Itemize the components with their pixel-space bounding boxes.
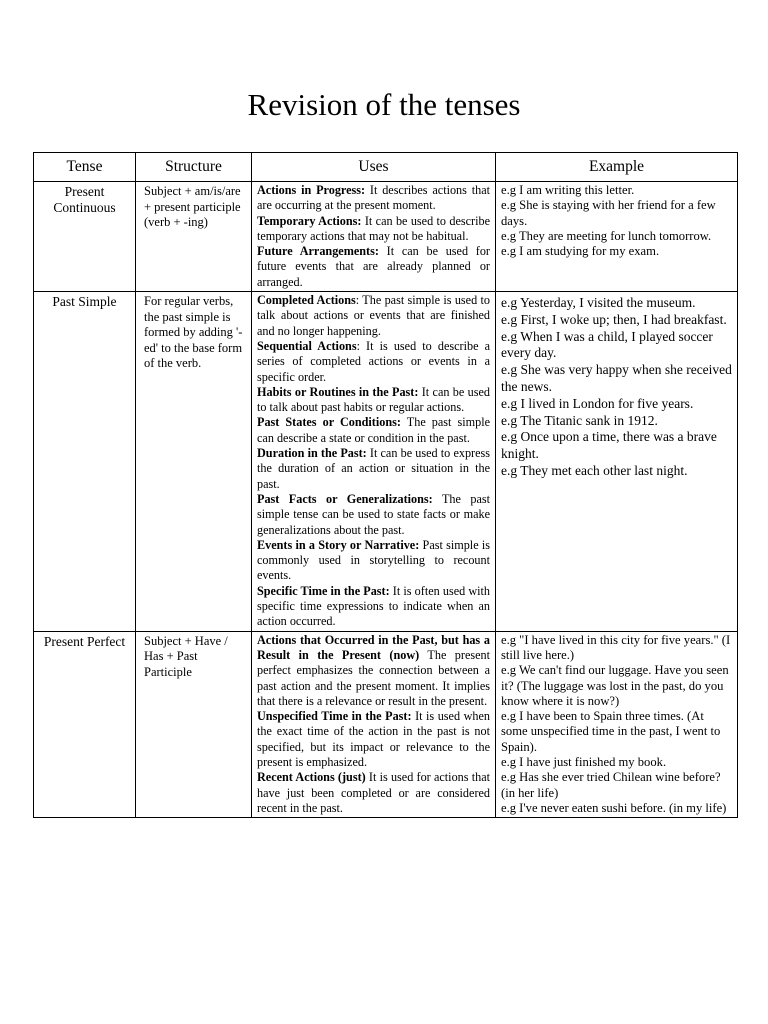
header-uses: Uses <box>252 153 496 182</box>
tenses-table <box>33 152 738 818</box>
use-label: Events in a Story or Narrative: <box>257 537 420 552</box>
example-item: e.g She is staying with her friend for a few days. <box>501 198 716 228</box>
use-item <box>257 633 490 709</box>
example-cell <box>496 182 738 292</box>
page-title: Revision of the tenses <box>247 87 521 122</box>
use-label: Unspecified Time in the Past: <box>257 709 412 724</box>
example-item: e.g They are meeting for lunch tomorrow. <box>501 228 712 243</box>
use-label: Recent Actions (just) <box>257 770 366 785</box>
use-label: Past Facts or Generalizations: <box>257 491 433 506</box>
example-item: e.g The Titanic sank in 1912. <box>501 412 658 428</box>
use-label: Future Arrangements: <box>257 244 379 259</box>
header-structure: Structure <box>136 153 252 182</box>
example-item: e.g I have just finished my book. <box>501 754 667 769</box>
use-item <box>257 183 490 214</box>
use-text: : The past simple is used to talk about actions or events that are finished and no longer happening. <box>257 293 490 338</box>
use-text: It is used for actions that have just been completed or are considered recent in the past. <box>257 770 491 815</box>
use-label: Past States or Conditions: <box>257 415 401 430</box>
tense-cell: Present Continuous <box>34 182 136 292</box>
use-item <box>257 385 490 416</box>
use-label: Temporary Actions: <box>257 213 362 228</box>
use-text: It can be used to talk about past habits or regular actions. <box>257 384 490 415</box>
use-label: Completed Actions <box>257 293 356 308</box>
use-label: Habits or Routines in the Past: <box>257 384 419 399</box>
use-item <box>257 339 490 385</box>
use-item <box>257 709 490 770</box>
example-item: e.g I have been to Spain three times. (At some unspecified time in the past, I went to Spain). <box>501 709 721 754</box>
use-item <box>257 446 490 492</box>
example-cell <box>496 631 738 818</box>
use-item <box>257 770 490 816</box>
example-item: e.g I am writing this letter. <box>501 183 635 197</box>
structure-cell: For regular verbs, the past simple is formed by adding '-ed' to the base form of the verb. <box>136 292 252 632</box>
table-row <box>34 631 738 818</box>
table-row <box>34 292 738 632</box>
use-label: Sequential Actions <box>257 338 357 353</box>
example-item: e.g "I have lived in this city for five years." (I still live here.) <box>501 632 731 662</box>
table-row <box>34 182 738 292</box>
structure-cell: Subject + am/is/are + present participle (verb + -ing) <box>136 182 252 292</box>
use-item <box>257 492 490 538</box>
example-item: e.g Yesterday, I visited the museum. <box>501 295 696 311</box>
use-text: : It is used to describe a series of completed actions or events in a specific order. <box>257 338 490 384</box>
use-text: It is used when the exact time of the action in the past is not specified, but its impact or relevance to the present is emphasized. <box>257 709 490 769</box>
header-example: Example <box>496 153 738 182</box>
use-item <box>257 584 490 630</box>
example-item: e.g We can't find our luggage. Have you seen it? (The luggage was lost in the past, do you know where it is now?) <box>501 663 729 708</box>
uses-cell <box>252 631 496 818</box>
use-text: It can be used to describe temporary actions that may not be habitual. <box>257 213 490 243</box>
example-item: e.g I've never eaten sushi before. (in my life) <box>501 800 727 815</box>
use-item <box>257 244 490 290</box>
header-row <box>34 153 738 182</box>
use-item <box>257 538 490 584</box>
use-item <box>257 214 490 245</box>
use-label: Actions that Occurred in the Past, but has a Result in the Present (now) <box>257 632 490 662</box>
use-item <box>257 293 490 339</box>
use-text: The present perfect emphasizes the connection between a past action and the present moment. It implies that there is a relevance or result in the present. <box>257 647 490 708</box>
use-text: Past simple is commonly used in storytelling to recount events. <box>257 537 490 583</box>
use-text: It describes actions that are occurring at the present moment. <box>257 183 490 213</box>
example-item: e.g She was very happy when she received the news. <box>501 362 732 395</box>
use-text: The past simple can describe a state or condition in the past. <box>257 415 490 445</box>
example-cell <box>496 292 738 632</box>
use-label: Duration in the Past: <box>257 446 367 461</box>
example-item: e.g Has she ever tried Chilean wine before? (in her life) <box>501 770 721 800</box>
use-text: The past simple tense can be used to state facts or make generalizations about the past. <box>257 491 490 537</box>
example-item: e.g I lived in London for five years. <box>501 395 694 411</box>
structure-cell: Subject + Have / Has + Past Participle <box>136 631 252 818</box>
example-item: e.g Once upon a time, there was a brave knight. <box>501 429 717 462</box>
uses-cell <box>252 182 496 292</box>
tense-cell: Past Simple <box>34 292 136 632</box>
example-item: e.g First, I woke up; then, I had breakfast. <box>501 311 727 327</box>
example-item: e.g When I was a child, I played soccer every day. <box>501 328 713 361</box>
example-item: e.g I am studying for my exam. <box>501 244 660 259</box>
use-item <box>257 415 490 446</box>
use-label: Actions in Progress: <box>257 183 366 197</box>
uses-cell <box>252 292 496 632</box>
header-tense: Tense <box>34 153 136 182</box>
use-text: It can be used to express the duration of an action or situation in the past. <box>257 446 490 491</box>
use-text: It is often used with specific time expressions to indicate when an action occurred. <box>257 583 491 629</box>
tense-cell: Present Perfect <box>34 631 136 818</box>
use-label: Specific Time in the Past: <box>257 583 390 598</box>
example-item: e.g They met each other last night. <box>501 463 688 479</box>
use-text: It can be used for future events that are already planned or arranged. <box>257 244 490 289</box>
